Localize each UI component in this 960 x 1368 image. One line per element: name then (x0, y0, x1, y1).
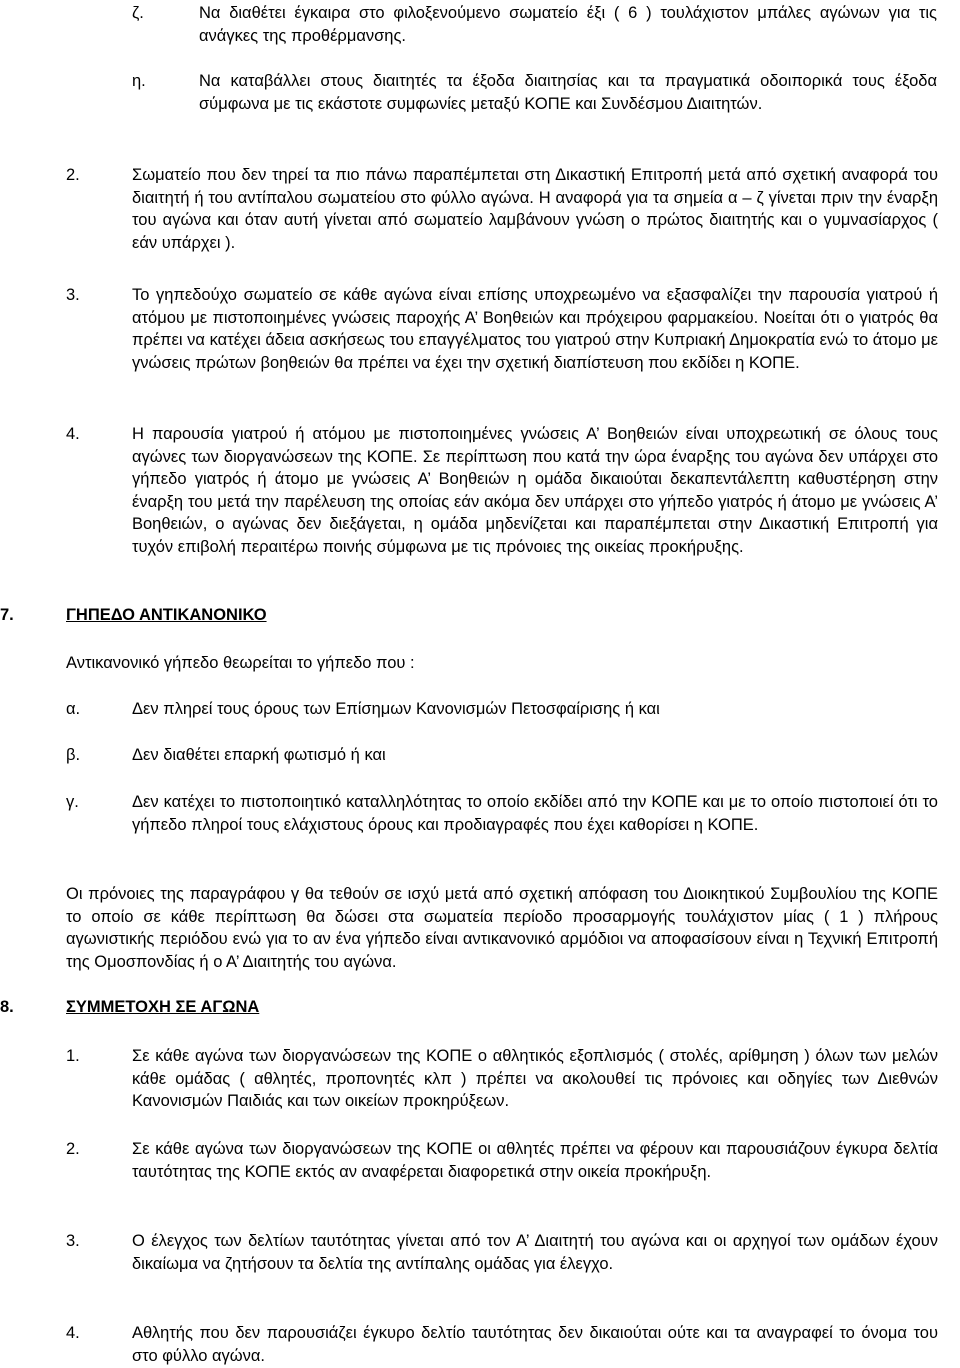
item-marker-3: 3. (66, 286, 80, 304)
section-7-marker-b: β. (66, 746, 81, 764)
section-7-marker-c: γ. (66, 793, 79, 811)
item-marker-2: 2. (66, 166, 80, 184)
section-7-intro: Αντικανονικό γήπεδο θεωρείται το γήπεδο που : (66, 654, 415, 672)
section-8-title: ΣΥΜΜΕΤΟΧΗ ΣΕ ΑΓΩΝΑ (66, 998, 260, 1016)
section-8-text-1: Σε κάθε αγώνα των διοργανώσεων της ΚΟΠΕ ο αθλητικός εξοπλισμός ( στολές, αρίθμηση ) όλων των μελών κάθε ομάδας ( αθλητές, προπονητές κλπ ) πρέπει να ακολουθεί τις πρόνοιες και οδηγίες των Διεθνών Κανονισμών Παιδιάς και των οικείων προκηρύξεων. (132, 1047, 938, 1110)
item-text-eta: Να καταβάλλει στους διαιτητές τα έξοδα διαιτησίας και τα πραγματικά οδοιπορικά τους έξοδα σύμφωνα με τις εκάστοτε συμφωνίες μεταξύ ΚΟΠΕ και Συνδέσμου Διαιτητών. (199, 72, 937, 113)
section-8-text-4: Αθλητής που δεν παρουσιάζει έγκυρο δελτίο ταυτότητας δεν δικαιούται ούτε και τα αναγραφεί το όνομα του στο φύλλο αγώνα. (132, 1324, 938, 1365)
item-marker-eta: η. (132, 72, 146, 90)
section-7-marker-a: α. (66, 700, 81, 718)
item-marker-4: 4. (66, 425, 80, 443)
item-text-zeta: Να διαθέτει έγκαιρα στο φιλοξενούμενο σωματείο έξι ( 6 ) τουλάχιστον μπάλες αγώνων για τις ανάγκες της προθέρμανσης. (199, 4, 937, 45)
section-7-closing: Οι πρόνοιες της παραγράφου γ θα τεθούν σε ισχύ μετά από σχετική απόφαση του Διοικητικού Συμβουλίου της ΚΟΠΕ το οποίο σε κάθε περίπτωση θα δώσει στα σωματεία περίοδο προσαρμογής τουλάχιστον μίας ( 1 ) πλήρους αγωνιστικής περιόδου ενώ για το αν ένα γήπεδο είναι αντικανονικό αρμόδιοι να αποφασίσουν είναι η Τεχνική Επιτροπή της Ομοσπονδίας ή ο Α’ Διαιτητής του αγώνα. (66, 885, 938, 971)
section-7-text-b: Δεν διαθέτει επαρκή φωτισμό ή και (132, 746, 386, 764)
section-8-marker-1: 1. (66, 1047, 80, 1065)
item-marker-zeta: ζ. (132, 4, 144, 22)
item-text-4: Η παρουσία γιατρού ή ατόμου με πιστοποιημένες γνώσεις Α’ Βοηθειών είναι υποχρεωτική σε όλους τους αγώνες των διοργανώσεων της ΚΟΠΕ. Σε περίπτωση που κατά την ώρα έναρξης του αγώνα δεν υπάρχει στο γήπεδο γιατρός ή άτομο με γνώσεις Α’ Βοηθειών η ομάδα δικαιούται δεκαπεντάλεπτη καθυστέρηση στην έναρξη του μετά την παρέλευση της οποίας εάν ακόμα δεν υπάρχει στο γήπεδο γιατρός ή άτομο με γνώσεις Α’ Βοηθειών, ο αγώνας δεν διεξάγεται, η ομάδα μηδενίζεται και παραπέμπεται στην Δικαστική Επιτροπή για τυχόν επιβολή περαιτέρω ποινής σύμφωνα με τις πρόνοιες της οικείας προκήρυξης. (132, 425, 938, 556)
item-text-2: Σωματείο που δεν τηρεί τα πιο πάνω παραπέμπεται στη Δικαστική Επιτροπή μετά από σχετική αναφορά του διαιτητή ή του αντίπαλου σωματείου στο φύλλο αγώνα. Η αναφορά για τα σημεία α – ζ γίνεται πριν την έναρξη του αγώνα και όταν αυτή γίνεται από σωματείο λαμβάνουν γνώση ο πρώτος διαιτητής και ο γυμνασίαρχος ( εάν υπάρχει ). (132, 166, 938, 252)
section-8-text-3: Ο έλεγχος των δελτίων ταυτότητας γίνεται από τον Α’ Διαιτητή του αγώνα και οι αρχηγοί των ομάδων έχουν δικαίωμα να ζητήσουν τα δελτία της αντίπαλης ομάδας για έλεγχο. (132, 1232, 938, 1273)
section-8-marker-4: 4. (66, 1324, 80, 1342)
item-text-3: Το γηπεδούχο σωματείο σε κάθε αγώνα είναι επίσης υποχρεωμένο να εξασφαλίζει την παρουσία γιατρού ή ατόμου με πιστοποιημένες γνώσεις παροχής Α’ Βοηθειών και πρόχειρου φαρμακείου. Νοείται ότι ο γιατρός θα πρέπει να κατέχει άδεια ασκήσεως του επαγγέλματος του γιατρού στην Κυπριακή Δημοκρατία ενώ το άτομο με γνώσεις πρώτων βοηθειών θα πρέπει να έχει την σχετική διαπίστευση που εκδίδει η ΚΟΠΕ. (132, 286, 938, 372)
section-8-marker-2: 2. (66, 1140, 80, 1158)
section-7-text-c: Δεν κατέχει το πιστοποιητικό καταλληλότητας το οποίο εκδίδει από την ΚΟΠΕ και με το οποίο πιστοποιεί ότι το γήπεδο πληροί τους ελάχιστους όρους και προδιαγραφές που έχει καθορίσει η ΚΟΠΕ. (132, 793, 938, 834)
section-7-title: ΓΗΠΕΔΟ ΑΝΤΙΚΑΝΟΝΙΚΟ (66, 606, 267, 624)
section-8-text-2: Σε κάθε αγώνα των διοργανώσεων της ΚΟΠΕ οι αθλητές πρέπει να φέρουν και παρουσιάζουν έγκυρα δελτία ταυτότητας της ΚΟΠΕ εκτός αν αναφέρεται διαφορετικά στην οικεία προκήρυξη. (132, 1140, 938, 1181)
section-7-number: 7. (0, 606, 14, 624)
section-7-text-a: Δεν πληρεί τους όρους των Επίσημων Κανονισμών Πετοσφαίρισης ή και (132, 700, 660, 718)
section-8-marker-3: 3. (66, 1232, 80, 1250)
section-8-number: 8. (0, 998, 14, 1016)
